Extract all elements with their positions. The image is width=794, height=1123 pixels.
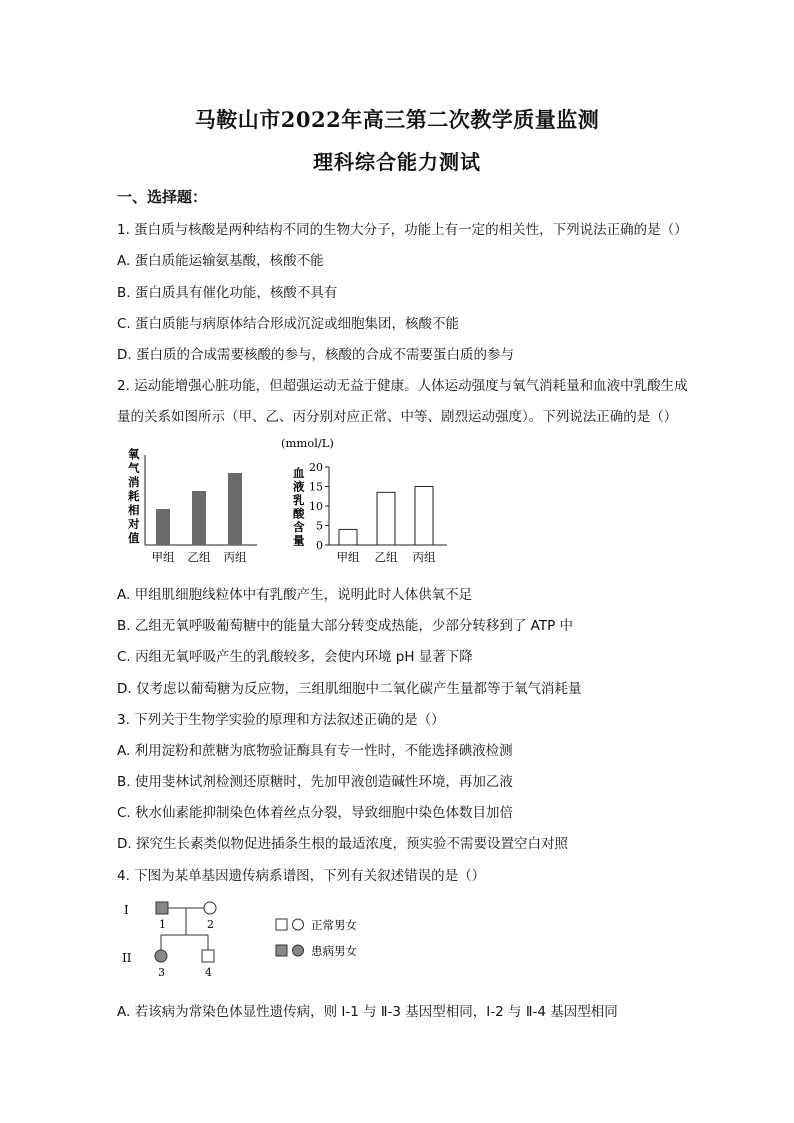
question-3-stem: 3. 下列关于生物学实验的原理和方法叙述正确的是（） [117, 712, 445, 728]
legend-normal-male-icon [276, 919, 287, 930]
question-4-option-a: A. 若该病为常染色体显性遗传病，则 Ⅰ-1 与 Ⅱ-3 基因型相同，Ⅰ-2 与 Ⅱ-4 基因型相同 [117, 1004, 618, 1020]
oxygen-xtick-1: 甲组 [151, 550, 175, 564]
lactate-chart [281, 436, 447, 564]
pedigree-affected-female-3 [155, 950, 167, 962]
page-subtitle: 理科综合能力测试 [313, 150, 481, 174]
ylabel-glyph: 气 [128, 461, 140, 475]
ylabel-glyph: 量 [293, 533, 305, 548]
question-3-option-c: C. 秋水仙素能抑制染色体着丝点分裂，导致细胞中染色体数目加倍 [117, 805, 514, 821]
lactate-ytick-label-1: 5 [316, 519, 323, 533]
oxygen-xtick-2: 乙组 [187, 550, 211, 564]
oxygen-bar-3 [228, 473, 242, 545]
ylabel-glyph: 血 [293, 466, 305, 480]
ylabel-glyph: 酸 [293, 506, 305, 521]
question-2-option-a: A. 甲组肌细胞线粒体中有乳酸产生，说明此时人体供氧不足 [117, 587, 473, 603]
lactate-bar-2 [377, 492, 395, 545]
lactate-bar-3 [415, 487, 433, 546]
pedigree-normal-male-4 [202, 950, 214, 962]
lactate-ytick-label-2: 10 [309, 500, 323, 513]
ylabel-glyph: 对 [128, 517, 140, 531]
question-2-option-d: D. 仅考虑以葡萄糖为反应物，三组肌细胞中二氧化碳产生量都等于氧气消耗量 [117, 681, 582, 697]
pedigree-id-2: 2 [207, 918, 214, 931]
oxygen-chart [127, 447, 257, 564]
question-4-stem: 4. 下图为某单基因遗传病系谱图，下列有关叙述错误的是（） [117, 868, 486, 884]
question-1-option-b: B. 蛋白质具有催化功能，核酸不具有 [117, 285, 338, 301]
page-title: 马鞍山市2022年高三第二次教学质量监测 [194, 107, 600, 132]
lactate-ytick-label-3: 15 [309, 480, 323, 494]
pedigree-figure [118, 895, 478, 987]
ylabel-glyph: 耗 [128, 489, 140, 503]
lactate-ytick-label-4: 20 [309, 461, 323, 474]
lactate-ytick-label-0: 0 [316, 539, 323, 552]
lactate-xtick-3: 丙组 [412, 550, 436, 564]
ylabel-glyph: 氧 [128, 447, 140, 461]
question-1-option-d: D. 蛋白质的合成需要核酸的参与，核酸的合成不需要蛋白质的参与 [117, 347, 514, 363]
pedigree-id-3: 3 [158, 966, 165, 979]
pedigree-affected-male-1 [156, 902, 168, 914]
lactate-xtick-2: 乙组 [374, 550, 398, 564]
pedigree-id-1: 1 [159, 918, 166, 931]
legend-affected-label: 患病男女 [311, 944, 357, 958]
question-1-option-a: A. 蛋白质能运输氨基酸，核酸不能 [117, 253, 324, 269]
legend-normal-label: 正常男女 [311, 918, 357, 932]
question-3-option-a: A. 利用淀粉和蔗糖为底物验证酶具有专一性时，不能选择碘液检测 [117, 743, 513, 759]
lactate-bar-1 [339, 529, 357, 545]
section-heading: 一、选择题： [117, 188, 208, 206]
question-2-option-c: C. 丙组无氧呼吸产生的乳酸较多，会使内环境 pH 显著下降 [117, 649, 473, 665]
pedigree-id-4: 4 [205, 966, 212, 979]
question-3-option-d: D. 探究生长素类似物促进插条生根的最适浓度，预实验不需要设置空白对照 [117, 836, 568, 852]
question-2-option-b: B. 乙组无氧呼吸葡萄糖中的能量大部分转变成热能，少部分转移到了 ATP 中 [117, 618, 573, 634]
ylabel-glyph: 含 [293, 520, 305, 534]
legend-affected-female-icon [293, 945, 304, 956]
lactate-chart-ylabel [293, 466, 305, 548]
question-2-stem-line1: 2. 运动能增强心脏功能，但超强运动无益于健康。人体运动强度与氧气消耗量和血液中乳酸生成 [117, 378, 688, 394]
legend-affected-male-icon [276, 945, 287, 956]
generation-2-label: II [122, 951, 132, 965]
ylabel-glyph: 相 [128, 503, 140, 517]
legend-normal-female-icon [293, 919, 304, 930]
ylabel-glyph: 液 [293, 479, 305, 494]
oxygen-bar-1 [156, 509, 170, 545]
ylabel-glyph: 消 [128, 475, 140, 489]
question-3-option-b: B. 使用斐林试剂检测还原糖时，先加甲液创造碱性环境，再加乙液 [117, 774, 513, 790]
lactate-chart-unit: (mmol/L) [281, 436, 334, 450]
ylabel-glyph: 值 [128, 531, 140, 545]
oxygen-bar-2 [192, 491, 206, 545]
pedigree-normal-female-2 [204, 902, 216, 914]
question-2-stem-line2: 量的关系如图所示（甲、乙、丙分别对应正常、中等、剧烈运动强度）。下列说法正确的是（） [117, 409, 678, 425]
question-1-stem: 1. 蛋白质与核酸是两种结构不同的生物大分子，功能上有一定的相关性，下列说法正确的是（） [117, 222, 688, 238]
oxygen-chart-ylabel [127, 447, 140, 545]
ylabel-glyph: 乳 [293, 493, 305, 507]
oxygen-xtick-3: 丙组 [223, 550, 247, 564]
bar-charts-figure [115, 435, 455, 570]
lactate-xtick-1: 甲组 [336, 550, 360, 564]
question-1-option-c: C. 蛋白质能与病原体结合形成沉淀或细胞集团，核酸不能 [117, 316, 460, 332]
generation-1-label: I [124, 903, 129, 917]
